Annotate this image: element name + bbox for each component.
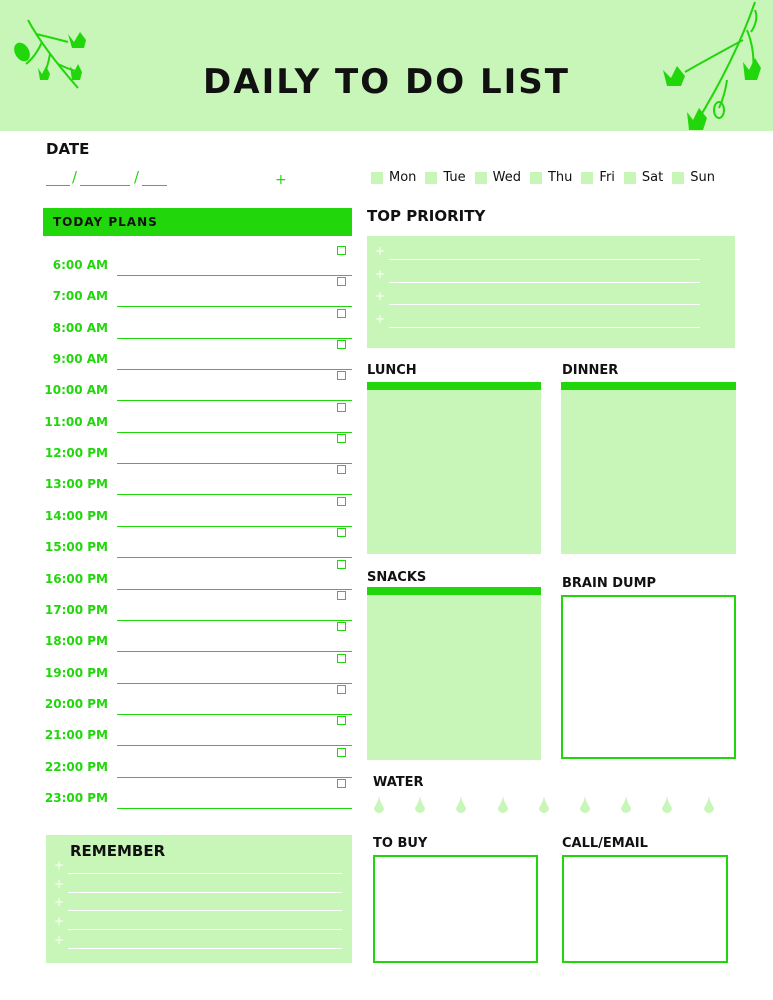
remember-row[interactable] bbox=[54, 895, 342, 913]
task-checkbox[interactable] bbox=[337, 371, 346, 380]
page-title: DAILY TO DO LIST bbox=[203, 62, 570, 102]
to-buy-label: TO BUY bbox=[373, 836, 428, 851]
time-label: 20:00 PM bbox=[44, 696, 108, 711]
priority-row[interactable] bbox=[375, 289, 700, 307]
time-label: 8:00 AM bbox=[52, 320, 108, 335]
call-email-label: CALL/EMAIL bbox=[562, 836, 648, 851]
weekday-sat[interactable] bbox=[624, 170, 663, 185]
weekday-label: Fri bbox=[599, 170, 615, 185]
schedule-line[interactable] bbox=[117, 338, 352, 339]
today-plans-label: TODAY PLANS bbox=[53, 215, 158, 229]
time-label: 21:00 PM bbox=[44, 728, 108, 743]
schedule-line[interactable] bbox=[117, 369, 352, 370]
plus-icon: + bbox=[375, 267, 386, 281]
date-slash-1: / bbox=[72, 168, 78, 186]
weekday-checkbox[interactable] bbox=[672, 172, 684, 184]
dinner-label: DINNER bbox=[562, 363, 619, 378]
schedule-row[interactable] bbox=[40, 287, 352, 307]
brain-dump-box[interactable] bbox=[561, 595, 736, 759]
schedule-row[interactable] bbox=[40, 256, 352, 276]
schedule-line[interactable] bbox=[117, 463, 352, 464]
water-drop-icon[interactable] bbox=[414, 796, 426, 816]
plus-icon: + bbox=[54, 877, 65, 891]
schedule-row[interactable] bbox=[40, 507, 352, 527]
plus-icon: + bbox=[375, 312, 386, 326]
time-label: 17:00 PM bbox=[44, 602, 108, 617]
snacks-box[interactable] bbox=[367, 595, 541, 760]
water-drop-icon[interactable] bbox=[620, 796, 632, 816]
schedule-line[interactable] bbox=[117, 494, 352, 495]
weekday-checkbox[interactable] bbox=[530, 172, 542, 184]
water-drop-icon[interactable] bbox=[579, 796, 591, 816]
time-label: 7:00 AM bbox=[52, 289, 108, 304]
water-drop-icon[interactable] bbox=[373, 796, 385, 816]
date-year-field[interactable] bbox=[142, 185, 167, 186]
top-priority-box[interactable] bbox=[367, 236, 735, 348]
weekday-checkbox[interactable] bbox=[581, 172, 593, 184]
water-drop-icon[interactable] bbox=[661, 796, 673, 816]
water-drop-icon[interactable] bbox=[455, 796, 467, 816]
weekday-label: Tue bbox=[443, 170, 466, 185]
plus-icon: + bbox=[54, 933, 65, 947]
weekday-wed[interactable] bbox=[475, 170, 521, 185]
weekday-label: Mon bbox=[389, 170, 417, 185]
time-label: 12:00 PM bbox=[44, 446, 108, 461]
task-checkbox[interactable] bbox=[337, 465, 346, 474]
weekday-selector bbox=[371, 170, 724, 185]
remember-row[interactable] bbox=[54, 933, 342, 951]
weekday-checkbox[interactable] bbox=[371, 172, 383, 184]
date-label: DATE bbox=[46, 140, 90, 158]
task-checkbox[interactable] bbox=[337, 591, 346, 600]
plus-icon: + bbox=[54, 895, 65, 909]
today-plans-header bbox=[43, 208, 352, 236]
schedule-line[interactable] bbox=[117, 651, 352, 652]
schedule-row[interactable] bbox=[40, 319, 352, 339]
task-checkbox[interactable] bbox=[337, 685, 346, 694]
plus-icon: + bbox=[375, 244, 386, 258]
time-label: 11:00 AM bbox=[44, 414, 108, 429]
schedule-row[interactable] bbox=[40, 632, 352, 652]
schedule-line[interactable] bbox=[117, 808, 352, 809]
task-checkbox[interactable] bbox=[337, 716, 346, 725]
task-checkbox[interactable] bbox=[337, 748, 346, 757]
schedule-row[interactable] bbox=[40, 726, 352, 746]
call-email-box[interactable] bbox=[562, 855, 728, 963]
schedule-line[interactable] bbox=[117, 683, 352, 684]
priority-row[interactable] bbox=[375, 244, 700, 262]
schedule-line[interactable] bbox=[117, 620, 352, 621]
dinner-box[interactable] bbox=[561, 390, 736, 554]
time-label: 23:00 PM bbox=[44, 790, 108, 805]
weekday-sun[interactable] bbox=[672, 170, 715, 185]
lunch-box[interactable] bbox=[367, 390, 541, 554]
schedule-row[interactable] bbox=[40, 601, 352, 621]
lunch-label: LUNCH bbox=[367, 363, 417, 378]
task-checkbox[interactable] bbox=[337, 309, 346, 318]
time-label: 10:00 AM bbox=[44, 383, 108, 398]
water-drop-icon[interactable] bbox=[497, 796, 509, 816]
schedule-row[interactable] bbox=[40, 350, 352, 370]
schedule-line[interactable] bbox=[117, 777, 352, 778]
schedule-line[interactable] bbox=[117, 745, 352, 746]
snacks-bar bbox=[367, 587, 541, 595]
schedule-row[interactable] bbox=[40, 381, 352, 401]
snacks-label: SNACKS bbox=[367, 570, 427, 585]
schedule-row[interactable] bbox=[40, 538, 352, 558]
schedule-line[interactable] bbox=[117, 306, 352, 307]
water-label: WATER bbox=[373, 775, 424, 790]
time-label: 15:00 PM bbox=[44, 540, 108, 555]
dinner-bar bbox=[561, 382, 736, 390]
task-checkbox[interactable] bbox=[337, 277, 346, 286]
schedule-line[interactable] bbox=[117, 589, 352, 590]
task-checkbox[interactable] bbox=[337, 403, 346, 412]
plus-icon: + bbox=[375, 289, 386, 303]
water-drop-icon[interactable] bbox=[538, 796, 550, 816]
schedule-line[interactable] bbox=[117, 526, 352, 527]
task-checkbox[interactable] bbox=[337, 654, 346, 663]
weekday-thu[interactable] bbox=[530, 170, 572, 185]
weekday-mon[interactable] bbox=[371, 170, 416, 185]
time-label: 9:00 AM bbox=[52, 352, 108, 367]
water-drop-icon[interactable] bbox=[703, 796, 715, 816]
to-buy-box[interactable] bbox=[373, 855, 538, 963]
time-label: 22:00 PM bbox=[44, 759, 108, 774]
remember-box[interactable] bbox=[46, 835, 352, 963]
task-checkbox[interactable] bbox=[337, 779, 346, 788]
time-label: 18:00 PM bbox=[44, 634, 108, 649]
time-label: 19:00 PM bbox=[44, 665, 108, 680]
weekday-fri[interactable] bbox=[581, 170, 615, 185]
date-day-field[interactable] bbox=[46, 185, 70, 186]
schedule-row[interactable] bbox=[40, 695, 352, 715]
schedule-row[interactable] bbox=[40, 789, 352, 809]
remember-label: REMEMBER bbox=[70, 842, 166, 860]
weekday-label: Thu bbox=[547, 170, 573, 185]
schedule-row[interactable] bbox=[40, 570, 352, 590]
time-label: 16:00 PM bbox=[44, 571, 108, 586]
schedule-line[interactable] bbox=[117, 432, 352, 433]
weekday-label: Sat bbox=[641, 170, 664, 185]
time-label: 13:00 PM bbox=[44, 477, 108, 492]
lunch-bar bbox=[367, 382, 541, 390]
date-slash-2: / bbox=[134, 168, 140, 186]
date-month-field[interactable] bbox=[80, 185, 130, 186]
plus-icon: + bbox=[54, 914, 65, 928]
sparkle-icon: + bbox=[275, 172, 287, 188]
task-checkbox[interactable] bbox=[337, 340, 346, 349]
task-checkbox[interactable] bbox=[337, 497, 346, 506]
task-checkbox[interactable] bbox=[337, 434, 346, 443]
schedule-line[interactable] bbox=[117, 275, 352, 276]
weekday-checkbox[interactable] bbox=[624, 172, 636, 184]
schedule-row[interactable] bbox=[40, 758, 352, 778]
time-label: 6:00 AM bbox=[52, 258, 108, 272]
task-checkbox[interactable] bbox=[337, 622, 346, 631]
schedule-row[interactable] bbox=[40, 444, 352, 464]
weekday-label: Wed bbox=[492, 170, 521, 185]
brain-dump-label: BRAIN DUMP bbox=[562, 576, 657, 591]
task-checkbox[interactable] bbox=[337, 560, 346, 569]
weekday-tue[interactable] bbox=[425, 170, 465, 185]
schedule-line[interactable] bbox=[117, 400, 352, 401]
remember-row[interactable] bbox=[54, 914, 342, 932]
schedule-row[interactable] bbox=[40, 664, 352, 684]
remember-row[interactable] bbox=[54, 858, 342, 876]
schedule-line[interactable] bbox=[117, 714, 352, 715]
schedule-row[interactable] bbox=[40, 413, 352, 433]
schedule-row[interactable] bbox=[40, 475, 352, 495]
weekday-checkbox[interactable] bbox=[475, 172, 487, 184]
plus-icon: + bbox=[54, 858, 65, 872]
schedule-line[interactable] bbox=[117, 557, 352, 558]
top-priority-label: TOP PRIORITY bbox=[367, 207, 486, 225]
task-checkbox[interactable] bbox=[337, 246, 346, 255]
priority-row[interactable] bbox=[375, 267, 700, 285]
time-label: 14:00 PM bbox=[44, 508, 108, 523]
weekday-label: Sun bbox=[690, 170, 715, 185]
priority-row[interactable] bbox=[375, 312, 700, 330]
task-checkbox[interactable] bbox=[337, 528, 346, 537]
weekday-checkbox[interactable] bbox=[425, 172, 437, 184]
remember-row[interactable] bbox=[54, 877, 342, 895]
